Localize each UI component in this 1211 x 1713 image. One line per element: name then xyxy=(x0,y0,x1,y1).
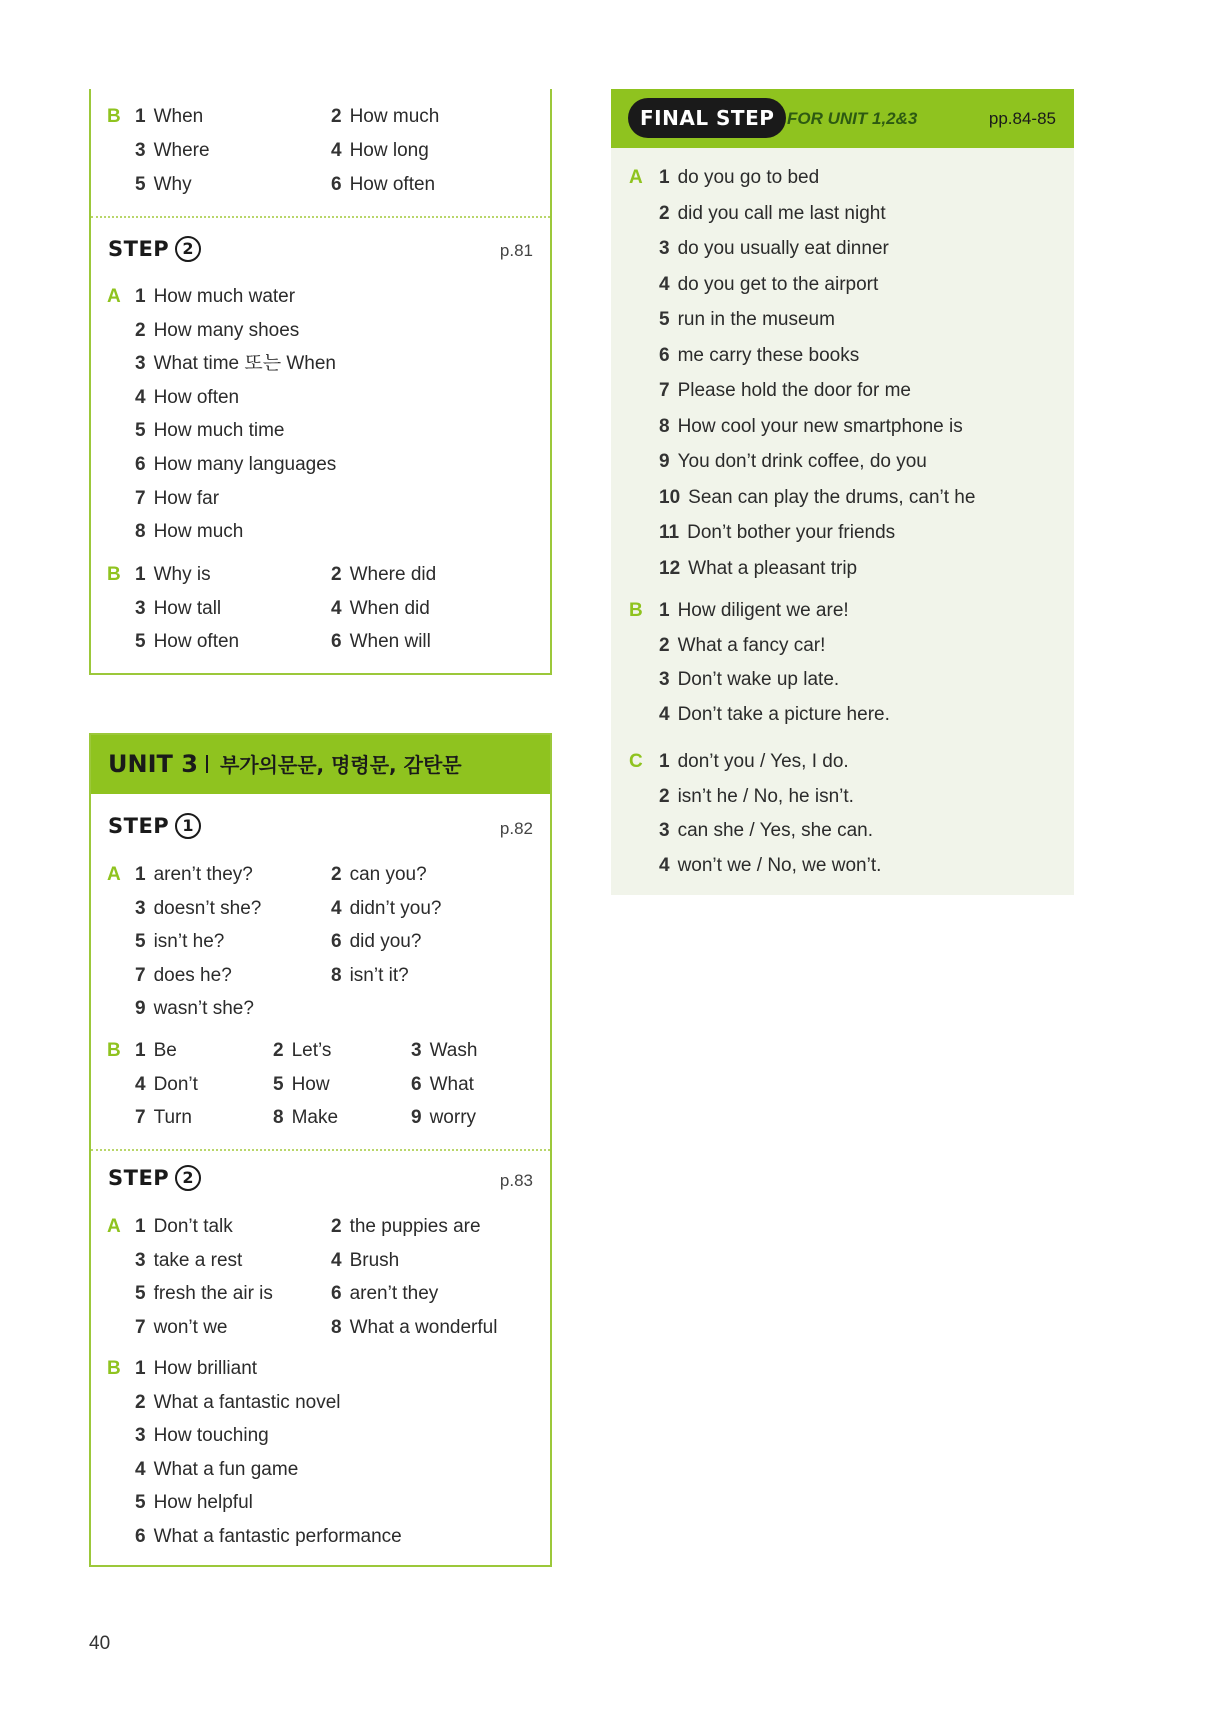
unit-header-bar xyxy=(91,735,550,794)
item-text: How long xyxy=(349,140,429,161)
page-reference: p.82 xyxy=(499,819,533,838)
item-text: What a wonderful xyxy=(349,1316,498,1338)
item-number: 9 xyxy=(659,451,670,472)
item-number: 6 xyxy=(411,1073,422,1095)
item-number: 3 xyxy=(135,353,146,375)
item-text: wasn’t she? xyxy=(153,998,254,1020)
item-text: aren’t they? xyxy=(153,864,253,885)
item-text: Where xyxy=(153,140,210,161)
answer-item xyxy=(135,350,336,378)
item-number: 6 xyxy=(659,344,670,366)
item-text: run in the museum xyxy=(677,309,835,330)
item-text: won’t we / No, we won’t. xyxy=(677,854,882,876)
item-text: How tall xyxy=(153,597,222,619)
answer-item xyxy=(135,137,210,165)
answer-item xyxy=(135,1389,341,1417)
answer-item xyxy=(135,861,253,889)
item-text: What a fun game xyxy=(153,1458,299,1480)
item-number: 5 xyxy=(135,1492,146,1514)
answer-item xyxy=(135,384,239,412)
answer-item xyxy=(331,962,409,990)
section-label: A xyxy=(107,864,121,885)
item-text: the puppies are xyxy=(349,1216,481,1237)
item-number: 10 xyxy=(659,486,681,508)
item-number: 5 xyxy=(135,1283,146,1305)
item-number: 1 xyxy=(659,600,670,621)
section-label: B xyxy=(629,600,643,621)
item-number: 7 xyxy=(135,964,146,986)
answer-item xyxy=(135,1355,257,1383)
item-number: 9 xyxy=(411,1107,422,1129)
item-text: Don’t wake up late. xyxy=(677,669,840,690)
answer-item xyxy=(331,1280,438,1308)
item-text: Sean can play the drums, can’t he xyxy=(688,486,976,508)
item-text: do you go to bed xyxy=(677,167,820,188)
item-number: 5 xyxy=(135,931,146,953)
item-number: 3 xyxy=(135,897,146,919)
item-text: How many languages xyxy=(153,454,337,475)
item-text: can you? xyxy=(349,864,427,885)
answer-item xyxy=(135,283,295,311)
answer-item xyxy=(331,1314,497,1342)
item-number: 3 xyxy=(135,1249,146,1271)
item-number: 1 xyxy=(135,564,146,585)
item-number: 4 xyxy=(659,854,670,876)
answer-item xyxy=(659,701,890,729)
item-number: 1 xyxy=(659,167,670,188)
item-text: What a fantastic performance xyxy=(153,1526,402,1547)
dotted-divider xyxy=(91,216,550,218)
answer-item xyxy=(659,200,886,228)
item-number: 2 xyxy=(659,634,670,656)
answer-item xyxy=(331,171,435,199)
final-step-subtitle: FOR UNIT 1,2&3 xyxy=(787,109,918,128)
item-number: 4 xyxy=(331,140,342,161)
section-label: B xyxy=(107,106,121,127)
item-number: 3 xyxy=(135,597,146,619)
item-text: How xyxy=(291,1073,330,1095)
unit-subtitle: 부가의문문, 명령문, 감탄문 xyxy=(219,753,462,777)
item-text: Wash xyxy=(429,1040,478,1061)
item-number: 6 xyxy=(331,931,342,953)
dotted-divider xyxy=(91,1149,550,1151)
item-number: 4 xyxy=(331,1249,342,1271)
answer-item xyxy=(135,1314,228,1342)
item-number: 3 xyxy=(135,140,146,161)
item-text: How far xyxy=(153,487,220,509)
item-text: doesn’t she? xyxy=(153,897,262,919)
item-text: How touching xyxy=(153,1425,269,1447)
answer-item xyxy=(135,561,211,589)
answer-item xyxy=(135,895,261,923)
item-number: 1 xyxy=(135,864,146,885)
page-reference: p.83 xyxy=(499,1171,533,1190)
item-number: 2 xyxy=(331,864,342,885)
answer-item xyxy=(659,748,849,776)
item-number: 1 xyxy=(135,1358,146,1379)
item-text: isn’t he / No, he isn’t. xyxy=(677,785,854,807)
answer-item xyxy=(135,628,239,656)
page-reference: pp.84-85 xyxy=(988,109,1056,128)
item-number: 7 xyxy=(135,487,146,509)
answer-item xyxy=(659,342,859,370)
item-text: How much time xyxy=(153,420,285,442)
item-number: 6 xyxy=(331,631,342,653)
item-number: 4 xyxy=(659,703,670,725)
item-number: 8 xyxy=(659,415,670,437)
item-text: Don’t talk xyxy=(153,1216,233,1237)
section-label: A xyxy=(629,167,643,188)
item-text: me carry these books xyxy=(677,344,860,366)
section-label: B xyxy=(107,564,121,585)
item-text: When did xyxy=(349,597,430,619)
item-text: How often xyxy=(349,174,436,195)
step-heading: STEP 2 xyxy=(108,1163,201,1193)
item-number: 6 xyxy=(135,454,146,475)
answer-item xyxy=(411,1104,476,1132)
answer-item xyxy=(411,1037,477,1065)
item-text: Please hold the door for me xyxy=(677,380,911,401)
item-text: worry xyxy=(429,1107,477,1129)
answer-item xyxy=(659,783,854,811)
item-number: 4 xyxy=(135,1073,146,1095)
answer-item xyxy=(135,1489,253,1517)
item-text: How many shoes xyxy=(153,319,300,341)
answer-item xyxy=(135,1247,242,1275)
answer-item xyxy=(659,484,975,512)
item-number: 2 xyxy=(331,106,342,127)
item-number: 2 xyxy=(659,785,670,807)
answer-item xyxy=(659,448,927,476)
answer-item xyxy=(135,595,221,623)
answer-item xyxy=(135,928,224,956)
answer-item xyxy=(135,1037,177,1065)
answer-item xyxy=(135,962,232,990)
item-number: 8 xyxy=(331,964,342,986)
item-number: 3 xyxy=(659,669,670,690)
answer-item xyxy=(659,377,911,405)
item-number: 5 xyxy=(135,631,146,653)
page-number: 40 xyxy=(89,1633,111,1654)
item-text: You don’t drink coffee, do you xyxy=(677,451,927,472)
step-number-circle: 1 xyxy=(175,813,201,839)
item-number: 5 xyxy=(659,309,670,330)
item-text: didn’t you? xyxy=(349,897,442,919)
answer-item xyxy=(659,235,889,263)
item-text: can she / Yes, she can. xyxy=(677,820,873,841)
section-label: A xyxy=(107,1216,121,1237)
answer-item xyxy=(135,1523,402,1551)
item-text: How much xyxy=(349,106,440,127)
item-text: do you get to the airport xyxy=(677,273,879,295)
item-number: 1 xyxy=(135,106,146,127)
answer-item xyxy=(331,1247,399,1275)
item-text: How often xyxy=(153,386,240,408)
item-text: How diligent we are! xyxy=(677,600,849,621)
item-text: Let’s xyxy=(291,1040,332,1061)
answer-item xyxy=(659,852,881,880)
answer-item xyxy=(135,103,203,131)
item-text: What time 또는 When xyxy=(153,353,336,375)
item-text: do you usually eat dinner xyxy=(677,238,889,259)
item-text: Brush xyxy=(349,1249,400,1271)
item-text: What a fancy car! xyxy=(677,634,826,656)
item-number: 9 xyxy=(135,998,146,1020)
answer-item xyxy=(331,561,436,589)
page-reference: p.81 xyxy=(499,241,533,260)
answer-item xyxy=(331,895,441,923)
item-number: 3 xyxy=(411,1040,422,1061)
answer-item xyxy=(659,555,857,583)
item-text: Make xyxy=(291,1107,339,1129)
item-number: 2 xyxy=(331,564,342,585)
answer-item xyxy=(659,306,835,334)
item-number: 2 xyxy=(331,1216,342,1237)
answer-item xyxy=(273,1037,331,1065)
item-number: 2 xyxy=(135,1391,146,1413)
item-number: 8 xyxy=(273,1107,284,1129)
item-text: How much water xyxy=(153,286,296,307)
answer-item xyxy=(331,861,427,889)
item-number: 7 xyxy=(659,380,670,401)
item-text: aren’t they xyxy=(349,1283,439,1305)
answer-item xyxy=(135,451,336,479)
answer-item xyxy=(273,1104,338,1132)
section-label: A xyxy=(107,286,121,307)
item-text: How often xyxy=(153,631,240,653)
item-number: 2 xyxy=(659,202,670,224)
answer-item xyxy=(331,928,421,956)
item-number: 4 xyxy=(135,1458,146,1480)
unit-title: UNIT 3 부가의문문, 명령문, 감탄문 xyxy=(108,750,462,778)
item-number: 5 xyxy=(135,420,146,442)
answer-item xyxy=(331,595,430,623)
final-step-title: FINAL STEP xyxy=(628,98,786,138)
item-number: 3 xyxy=(659,238,670,259)
item-text: Don’t bother your friends xyxy=(687,522,896,543)
answer-item xyxy=(135,1422,269,1450)
answer-item xyxy=(659,817,873,845)
step-number-circle: 2 xyxy=(175,236,201,262)
answer-item xyxy=(135,485,219,513)
answer-item xyxy=(135,171,192,199)
answer-item xyxy=(659,413,963,441)
item-number: 1 xyxy=(135,286,146,307)
item-number: 8 xyxy=(331,1316,342,1338)
item-number: 1 xyxy=(135,1040,146,1061)
item-text: How brilliant xyxy=(153,1358,258,1379)
item-text: does he? xyxy=(153,964,232,986)
item-number: 6 xyxy=(331,1283,342,1305)
item-text: isn’t it? xyxy=(349,964,409,986)
item-text: What a fantastic novel xyxy=(153,1391,341,1413)
item-text: don’t you / Yes, I do. xyxy=(677,751,849,772)
item-text: What a pleasant trip xyxy=(688,557,858,579)
item-text: Why is xyxy=(153,564,211,585)
answer-item xyxy=(659,519,895,547)
item-number: 4 xyxy=(659,273,670,295)
item-text: Don’t take a picture here. xyxy=(677,703,890,725)
final-header-bar xyxy=(611,89,1074,148)
answer-item xyxy=(659,632,825,660)
item-text: How helpful xyxy=(153,1492,253,1514)
answer-item xyxy=(135,995,254,1023)
final-step-box xyxy=(611,89,1074,895)
answer-item xyxy=(331,137,429,165)
step-heading: STEP 2 xyxy=(108,234,201,264)
item-number: 2 xyxy=(135,319,146,341)
answer-item xyxy=(411,1071,474,1099)
answer-item xyxy=(135,317,299,345)
item-number: 2 xyxy=(273,1040,284,1061)
answer-item xyxy=(135,1104,192,1132)
item-number: 1 xyxy=(135,1216,146,1237)
item-text: How cool your new smartphone is xyxy=(677,415,963,437)
section-label: B xyxy=(107,1040,121,1061)
item-number: 5 xyxy=(273,1073,284,1095)
answer-item xyxy=(135,1213,233,1241)
section-label: B xyxy=(107,1358,121,1379)
item-number: 5 xyxy=(135,174,146,195)
step-heading: STEP 1 xyxy=(108,811,201,841)
item-text: How much xyxy=(153,521,244,543)
answer-item xyxy=(135,417,285,445)
answer-item xyxy=(135,1280,273,1308)
item-number: 8 xyxy=(135,521,146,543)
item-text: Be xyxy=(153,1040,177,1061)
answer-item xyxy=(135,1456,298,1484)
item-number: 6 xyxy=(135,1526,146,1547)
item-text: When will xyxy=(349,631,431,653)
answer-item xyxy=(331,1213,481,1241)
item-number: 11 xyxy=(659,522,680,543)
unit3-answer-box xyxy=(89,733,552,1567)
item-text: fresh the air is xyxy=(153,1283,273,1305)
item-text: did you? xyxy=(349,931,422,953)
item-text: Turn xyxy=(153,1107,192,1129)
item-text: Why xyxy=(153,174,192,195)
item-number: 12 xyxy=(659,557,681,579)
item-text: What xyxy=(429,1073,474,1095)
answer-item xyxy=(135,1071,198,1099)
item-number: 4 xyxy=(331,897,342,919)
item-text: won’t we xyxy=(153,1316,228,1338)
section-label: C xyxy=(629,751,643,772)
item-number: 1 xyxy=(659,751,670,772)
item-text: Where did xyxy=(349,564,437,585)
answer-item xyxy=(659,597,849,625)
item-number: 7 xyxy=(135,1316,146,1338)
answer-item xyxy=(659,164,819,192)
unit2-answer-box xyxy=(89,89,552,675)
answer-item xyxy=(331,103,439,131)
item-number: 4 xyxy=(135,386,146,408)
item-number: 3 xyxy=(135,1425,146,1447)
answer-item xyxy=(273,1071,330,1099)
item-number: 4 xyxy=(331,597,342,619)
step-number-circle: 2 xyxy=(175,1165,201,1191)
item-number: 3 xyxy=(659,820,670,841)
item-text: When xyxy=(153,106,204,127)
item-text: did you call me last night xyxy=(677,202,886,224)
item-text: take a rest xyxy=(153,1249,243,1271)
item-number: 7 xyxy=(135,1107,146,1129)
answer-item xyxy=(659,666,839,694)
answer-item xyxy=(659,271,878,299)
answer-item xyxy=(135,518,243,546)
item-text: Don’t xyxy=(153,1073,198,1095)
title-separator xyxy=(206,755,208,773)
answer-item xyxy=(331,628,431,656)
item-number: 6 xyxy=(331,174,342,195)
item-text: isn’t he? xyxy=(153,931,225,953)
